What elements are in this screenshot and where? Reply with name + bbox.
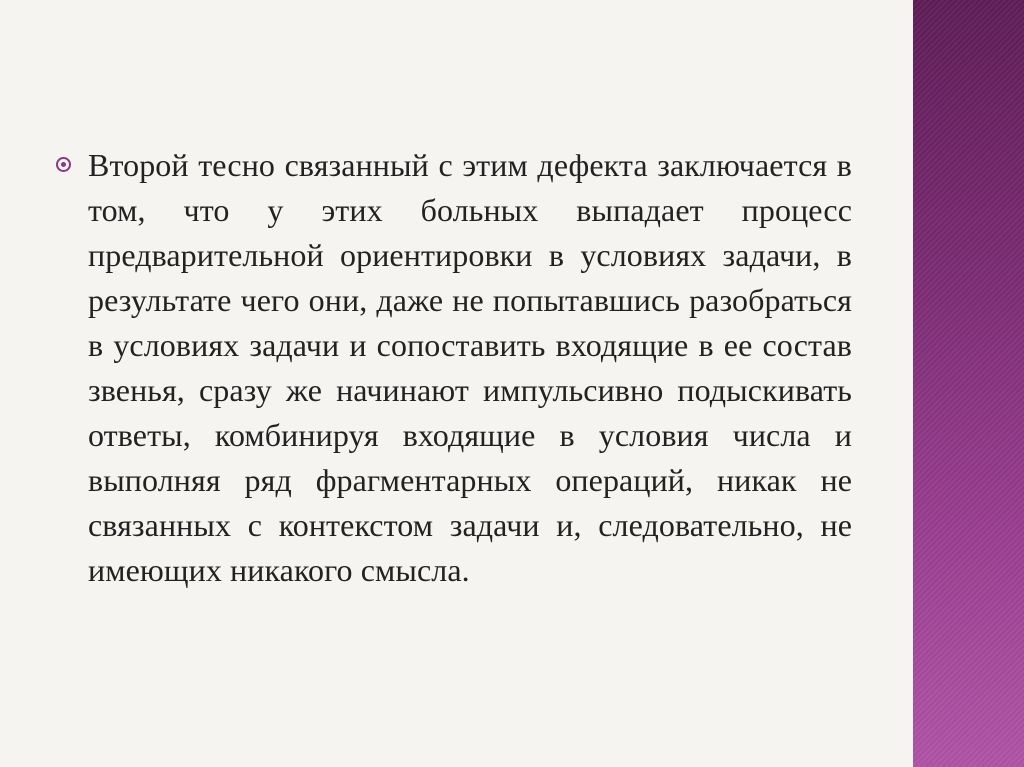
slide-content xyxy=(56,143,852,593)
circle-dot-bullet-icon xyxy=(56,157,71,172)
decorative-sidebar xyxy=(913,0,1024,767)
bullet-text: Второй тесно связанный с этим дефекта заключается в том, что у этих больных выпадает процесс предварительной ориентировки в условиях задачи, в результате чего они, даже не попытавшись разобраться в условиях задачи и сопоставить входящие в ее состав звенья, сразу же начинают импульсивно подыскивать ответы, комбинируя входящие в условия числа и выполняя ряд фрагментарных операций, никак не связанных с контекстом задачи и, следовательно, не имеющих никакого смысла. xyxy=(88,147,852,588)
bullet-item xyxy=(56,143,852,593)
